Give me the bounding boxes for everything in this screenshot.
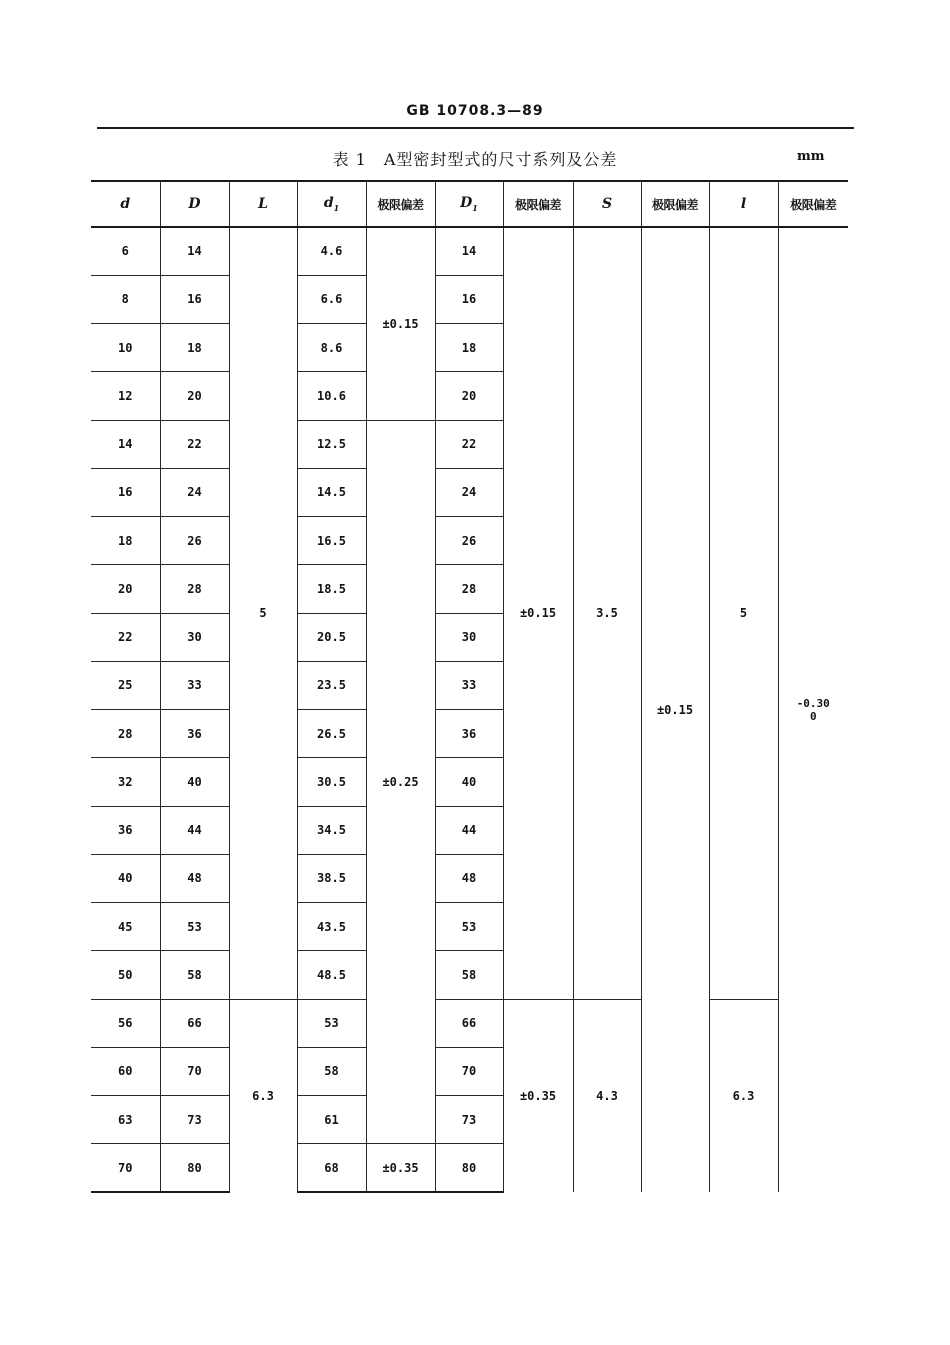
cell-d1: 18.5 (297, 565, 366, 613)
cell-D1: 30 (435, 613, 503, 661)
tol-l-lower: 0 (809, 710, 817, 723)
cell-tol-l (778, 227, 848, 1192)
cell-d1: 20.5 (297, 613, 366, 661)
cell-d: 60 (91, 1047, 160, 1095)
cell-D1: 20 (435, 372, 503, 420)
cell-D: 44 (160, 806, 229, 854)
col-D1 (435, 181, 503, 227)
cell-tol-d1-group3: ±0.35 (366, 1144, 435, 1192)
col-d1 (297, 181, 366, 227)
cell-d: 32 (91, 758, 160, 806)
col-d1-symbol: d (323, 195, 334, 212)
cell-d: 20 (91, 565, 160, 613)
cell-d: 10 (91, 324, 160, 372)
cell-D1: 70 (435, 1047, 503, 1095)
cell-d1: 6.6 (297, 275, 366, 323)
col-D1-symbol: D (460, 195, 473, 212)
cell-d: 14 (91, 420, 160, 468)
cell-D: 18 (160, 324, 229, 372)
cell-D: 26 (160, 517, 229, 565)
cell-D1: 66 (435, 999, 503, 1047)
cell-d: 28 (91, 710, 160, 758)
dimension-table (91, 180, 848, 1193)
cell-D: 28 (160, 565, 229, 613)
cell-S-group1: 3.5 (573, 227, 641, 999)
col-d: d (91, 181, 160, 227)
table-row (91, 227, 848, 275)
cell-D: 58 (160, 951, 229, 999)
cell-D1: 33 (435, 661, 503, 709)
cell-d1: 12.5 (297, 420, 366, 468)
cell-d1: 23.5 (297, 661, 366, 709)
cell-D1: 18 (435, 324, 503, 372)
table-caption: 表 1 A型密封型式的尺寸系列及公差 (332, 150, 618, 169)
cell-l-group2: 6.3 (709, 999, 778, 1192)
col-S: S (573, 181, 641, 227)
col-l: l (709, 181, 778, 227)
header-row (91, 181, 848, 227)
unit-label: mm (797, 149, 825, 164)
cell-tol-S: ±0.15 (641, 227, 709, 1192)
cell-D1: 24 (435, 468, 503, 516)
cell-D1: 80 (435, 1144, 503, 1192)
col-tol-l: 极限偏差 (778, 181, 848, 227)
col-tol-S: 极限偏差 (641, 181, 709, 227)
cell-D: 70 (160, 1047, 229, 1095)
cell-d1: 14.5 (297, 468, 366, 516)
cell-d1: 8.6 (297, 324, 366, 372)
table-row (91, 999, 848, 1047)
col-D: D (160, 181, 229, 227)
cell-D: 33 (160, 661, 229, 709)
cell-D1: 16 (435, 275, 503, 323)
cell-D: 14 (160, 227, 229, 275)
cell-D1: 48 (435, 854, 503, 902)
cell-d: 40 (91, 854, 160, 902)
col-d1-subscript: 1 (333, 202, 340, 213)
cell-D: 53 (160, 903, 229, 951)
cell-D: 22 (160, 420, 229, 468)
cell-D1: 22 (435, 420, 503, 468)
cell-D1: 36 (435, 710, 503, 758)
standard-number: GB 10708.3—89 (406, 103, 544, 119)
cell-D1: 73 (435, 1096, 503, 1144)
cell-d1: 26.5 (297, 710, 366, 758)
cell-L-group2: 6.3 (229, 999, 297, 1192)
cell-d: 36 (91, 806, 160, 854)
cell-d: 6 (91, 227, 160, 275)
cell-tol-d1-group2: ±0.25 (366, 420, 435, 1144)
cell-D: 80 (160, 1144, 229, 1192)
cell-D1: 14 (435, 227, 503, 275)
cell-tol-D1-group2: ±0.35 (503, 999, 573, 1192)
cell-d1: 30.5 (297, 758, 366, 806)
col-L: L (229, 181, 297, 227)
cell-d: 45 (91, 903, 160, 951)
cell-d1: 58 (297, 1047, 366, 1095)
cell-d: 50 (91, 951, 160, 999)
cell-D: 73 (160, 1096, 229, 1144)
cell-d: 56 (91, 999, 160, 1047)
cell-D: 36 (160, 710, 229, 758)
col-D1-subscript: 1 (472, 202, 478, 213)
cell-D: 20 (160, 372, 229, 420)
cell-D: 40 (160, 758, 229, 806)
cell-tol-d1-group1: ±0.15 (366, 227, 435, 420)
cell-d: 12 (91, 372, 160, 420)
cell-d1: 34.5 (297, 806, 366, 854)
cell-d: 16 (91, 468, 160, 516)
cell-d: 25 (91, 661, 160, 709)
cell-D: 30 (160, 613, 229, 661)
cell-d: 18 (91, 517, 160, 565)
cell-d1: 16.5 (297, 517, 366, 565)
cell-d1: 4.6 (297, 227, 366, 275)
cell-l-group1: 5 (709, 227, 778, 999)
cell-d: 70 (91, 1144, 160, 1192)
cell-S-group2: 4.3 (573, 999, 641, 1192)
cell-D: 24 (160, 468, 229, 516)
cell-d1: 68 (297, 1144, 366, 1192)
cell-D: 66 (160, 999, 229, 1047)
header-rule (97, 127, 854, 129)
cell-D1: 58 (435, 951, 503, 999)
cell-D: 16 (160, 275, 229, 323)
cell-D1: 26 (435, 517, 503, 565)
cell-D1: 40 (435, 758, 503, 806)
cell-D1: 53 (435, 903, 503, 951)
cell-d1: 10.6 (297, 372, 366, 420)
cell-L-group1: 5 (229, 227, 297, 999)
cell-d: 8 (91, 275, 160, 323)
cell-d1: 53 (297, 999, 366, 1047)
cell-D1: 28 (435, 565, 503, 613)
tol-l-upper: -0.30 (796, 697, 830, 710)
cell-tol-D1-group1: ±0.15 (503, 227, 573, 999)
col-tol-D1: 极限偏差 (503, 181, 573, 227)
cell-D: 48 (160, 854, 229, 902)
cell-d1: 43.5 (297, 903, 366, 951)
cell-d1: 61 (297, 1096, 366, 1144)
cell-d1: 48.5 (297, 951, 366, 999)
cell-d1: 38.5 (297, 854, 366, 902)
cell-d: 22 (91, 613, 160, 661)
cell-d: 63 (91, 1096, 160, 1144)
cell-D1: 44 (435, 806, 503, 854)
col-tol-d1: 极限偏差 (366, 181, 435, 227)
